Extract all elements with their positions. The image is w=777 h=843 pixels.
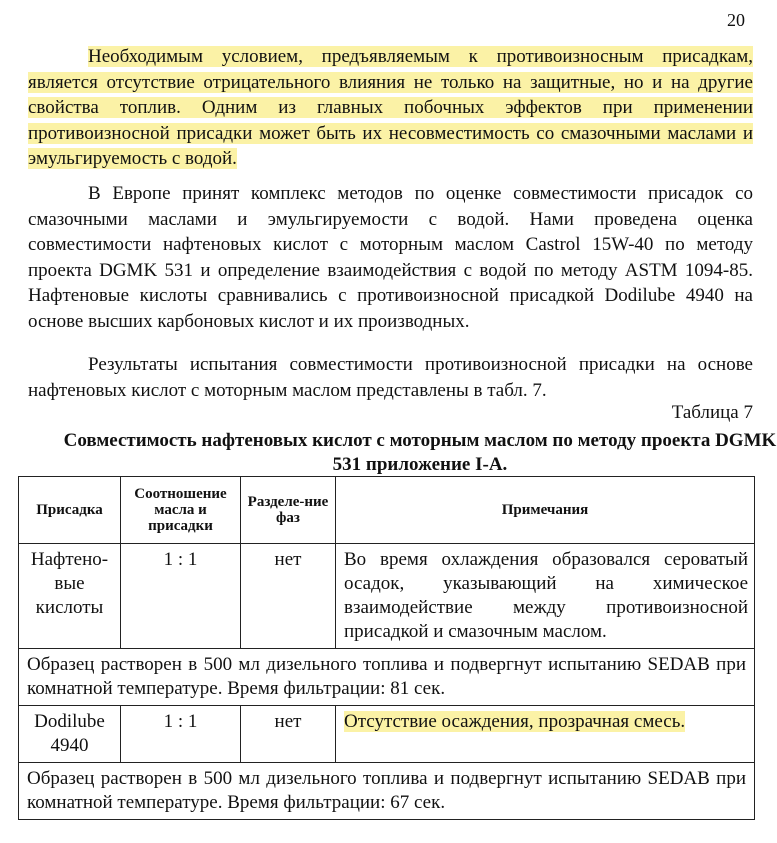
paragraph-2 [28, 181, 753, 334]
compatibility-table [18, 476, 755, 820]
table-row-summary [19, 649, 755, 706]
cell-additive: Dodilube 4940 [19, 706, 121, 763]
cell-note [336, 706, 755, 763]
table-row [19, 544, 755, 649]
table-header-row [19, 477, 755, 544]
cell-summary: Образец растворен в 500 мл дизельного топлива и подвергнут испытанию SEDAB при комнатной температуре. Время фильтрации: 67 сек. [19, 763, 755, 820]
header-separation: Разделе-ние фаз [241, 477, 336, 544]
cell-note: Во время охлаждения образовался сероватый осадок, указывающий на химическое взаимодействие между противоизносной присадкой и смазочным маслом. [336, 544, 755, 649]
paragraph-2-text: В Европе принят комплекс методов по оценке совместимости присадок со смазочными маслами и эмульгируемости с водой. Нами проведена оценка совместимости нафтеновых кислот с моторным маслом Castrol 15W-40 по методу проекта DGMK 531 и определение взаимодействия с водой по методу ASTM 1094-85. Нафтеновые кислоты сравнивались с противоизносной присадкой Dodilube 4940 на основе высших карбоновых кислот и их производных. [28, 183, 753, 332]
cell-ratio: 1 : 1 [121, 706, 241, 763]
highlighted-text: Необходимым условием, предъявляемым к противоизносным присадкам, является отсутствие отрицательного влияния не только на защитные, но и на другие свойства топлив. Одним из главных побочных эффектов при применении противоизносной присадки может быть их несовместимость со смазочными маслами и эмульгируемость с водой. [28, 46, 753, 169]
header-notes: Примечания [336, 477, 755, 544]
table-number: Таблица 7 [671, 402, 753, 423]
header-ratio: Соотношение масла и присадки [121, 477, 241, 544]
paragraph-3 [28, 352, 753, 403]
cell-separation: нет [241, 544, 336, 649]
cell-ratio: 1 : 1 [121, 544, 241, 649]
cell-summary: Образец растворен в 500 мл дизельного топлива и подвергнут испытанию SEDAB при комнатной температуре. Время фильтрации: 81 сек. [19, 649, 755, 706]
page-number: 20 [727, 10, 745, 30]
header-additive: Присадка [19, 477, 121, 544]
cell-additive: Нафтено-вые кислоты [19, 544, 121, 649]
paragraph-3-text: Результаты испытания совместимости противоизносной присадки на основе нафтеновых кислот с моторным маслом представлены в табл. 7. [28, 354, 753, 401]
table-row-summary [19, 763, 755, 820]
table-row [19, 706, 755, 763]
paragraph-1 [28, 44, 753, 172]
cell-separation: нет [241, 706, 336, 763]
table-caption: Совместимость нафтеновых кислот с моторным маслом по методу проекта DGMK 531 приложение I-A. [63, 430, 777, 475]
highlighted-text: Отсутствие осаждения, прозрачная смесь. [344, 711, 686, 732]
